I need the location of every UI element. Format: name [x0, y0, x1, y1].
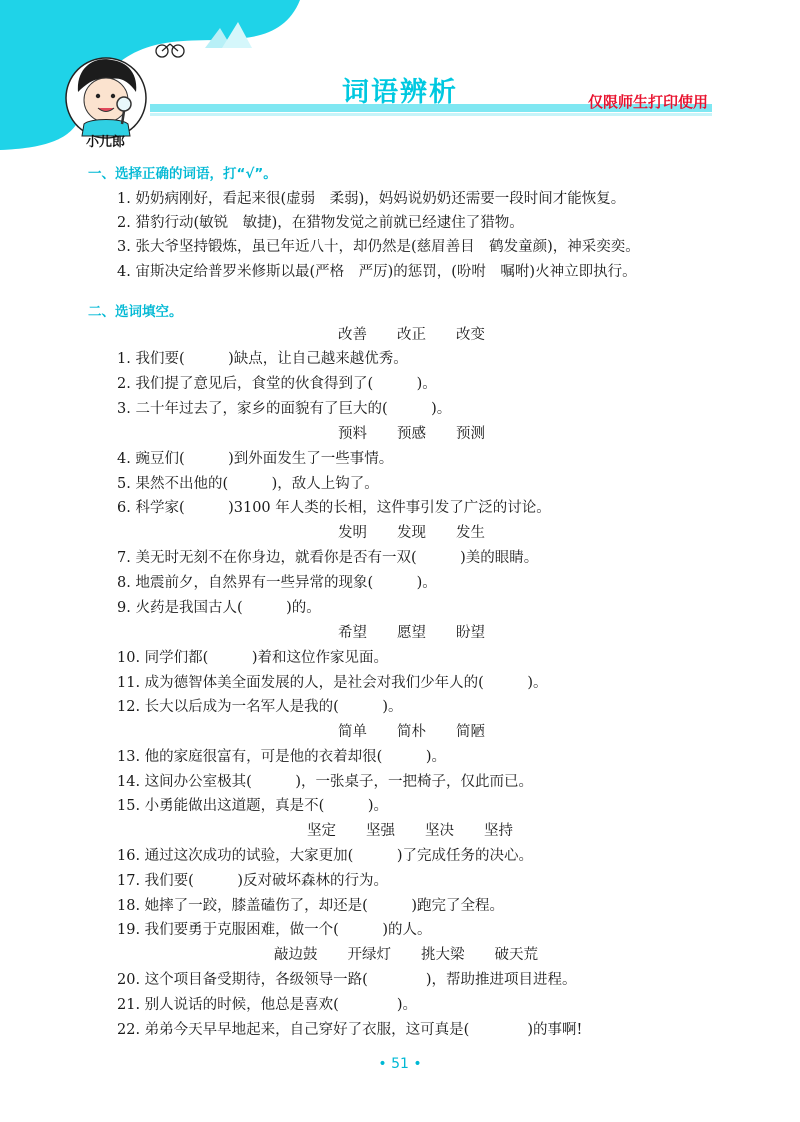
word-options	[338, 524, 485, 542]
question-item: 10. 同学们都( )着和这位作家见面。	[117, 650, 388, 666]
question-item: 21. 别人说话的时候，他总是喜欢( )。	[117, 997, 417, 1013]
word-option: 改变	[456, 327, 485, 343]
section-2-title: 二、选词填空。	[88, 304, 183, 320]
word-option: 预感	[397, 426, 426, 442]
word-option: 改善	[338, 327, 367, 343]
question-item: 19. 我们要勇于克服困难，做一个( )的人。	[117, 922, 432, 938]
question-item: 2. 猎豹行动(敏锐 敏捷)，在猎物发觉之前就已经逮住了猎物。	[117, 215, 524, 231]
word-options	[338, 425, 485, 443]
header-stripe-light	[150, 113, 712, 116]
word-options	[338, 723, 485, 741]
word-option: 敲边鼓	[274, 947, 318, 963]
word-option: 发明	[338, 525, 367, 541]
question-item: 4. 宙斯决定给普罗米修斯以最(严格 严厉)的惩罚，(吩咐 嘱咐)火神立即执行。	[117, 264, 637, 280]
question-item: 13. 他的家庭很富有，可是他的衣着却很( )。	[117, 749, 446, 765]
question-item: 18. 她摔了一跤，膝盖磕伤了，却还是( )跑完了全程。	[117, 898, 504, 914]
word-options	[338, 326, 485, 344]
question-item: 5. 果然不出他的( )，敌人上钩了。	[117, 476, 379, 492]
word-option: 坚决	[425, 823, 454, 839]
section-1-title: 一、选择正确的词语，打“√”。	[88, 166, 277, 182]
question-item: 2. 我们提了意见后，食堂的伙食得到了( )。	[117, 376, 437, 392]
question-item: 8. 地震前夕，自然界有一些异常的现象( )。	[117, 575, 437, 591]
word-option: 简朴	[397, 724, 426, 740]
question-item: 22. 弟弟今天早早地起来，自己穿好了衣服，这可真是( )的事啊!	[117, 1022, 583, 1038]
word-option: 愿望	[397, 625, 426, 641]
word-option: 希望	[338, 625, 367, 641]
usage-notice: 仅限师生打印使用	[588, 93, 709, 111]
question-item: 16. 通过这次成功的试验，大家更加( )了完成任务的决心。	[117, 848, 533, 864]
question-item: 1. 我们要( )缺点，让自己越来越优秀。	[117, 351, 408, 367]
page-title: 词语辨析	[342, 77, 458, 108]
word-option: 坚强	[366, 823, 395, 839]
word-option: 破天荒	[494, 947, 538, 963]
page-number: • 51 •	[378, 1056, 422, 1072]
word-option: 开绿灯	[347, 947, 391, 963]
word-option: 盼望	[456, 625, 485, 641]
question-item: 3. 张大爷坚持锻炼，虽已年近八十，却仍然是(慈眉善目 鹤发童颜)，神采奕奕。	[117, 239, 640, 255]
question-item: 17. 我们要( )反对破坏森林的行为。	[117, 873, 388, 889]
question-item: 20. 这个项目备受期待，各级领导一路( )，帮助推进项目进程。	[117, 972, 577, 988]
word-option: 简陋	[456, 724, 485, 740]
question-item: 7. 美无时无刻不在你身边，就看你是否有一双( )美的眼睛。	[117, 550, 539, 566]
question-item: 11. 成为德智体美全面发展的人，是社会对我们少年人的( )。	[117, 675, 548, 691]
word-option: 预料	[338, 426, 367, 442]
question-item: 1. 奶奶病刚好，看起来很(虚弱 柔弱)，妈妈说奶奶还需要一段时间才能恢复。	[117, 191, 626, 207]
word-option: 挑大梁	[421, 947, 465, 963]
word-options	[338, 624, 485, 642]
word-options	[307, 822, 513, 840]
word-option: 坚定	[307, 823, 336, 839]
brand-label: 小儿郎	[86, 135, 126, 150]
word-option: 预测	[456, 426, 485, 442]
question-item: 15. 小勇能做出这道题，真是不( )。	[117, 798, 388, 814]
question-item: 6. 科学家( )3100 年人类的长相，这件事引发了广泛的讨论。	[117, 500, 551, 516]
question-item: 14. 这间办公室极其( )，一张桌子，一把椅子，仅此而已。	[117, 774, 533, 790]
word-option: 发生	[456, 525, 485, 541]
word-options	[274, 946, 538, 964]
word-option: 简单	[338, 724, 367, 740]
word-option: 坚持	[484, 823, 513, 839]
question-item: 3. 二十年过去了，家乡的面貌有了巨大的( )。	[117, 401, 452, 417]
question-item: 4. 豌豆们( )到外面发生了一些事情。	[117, 451, 394, 467]
question-item: 12. 长大以后成为一名军人是我的( )。	[117, 699, 403, 715]
question-item: 9. 火药是我国古人( )的。	[117, 600, 321, 616]
word-option: 发现	[397, 525, 426, 541]
word-option: 改正	[397, 327, 426, 343]
